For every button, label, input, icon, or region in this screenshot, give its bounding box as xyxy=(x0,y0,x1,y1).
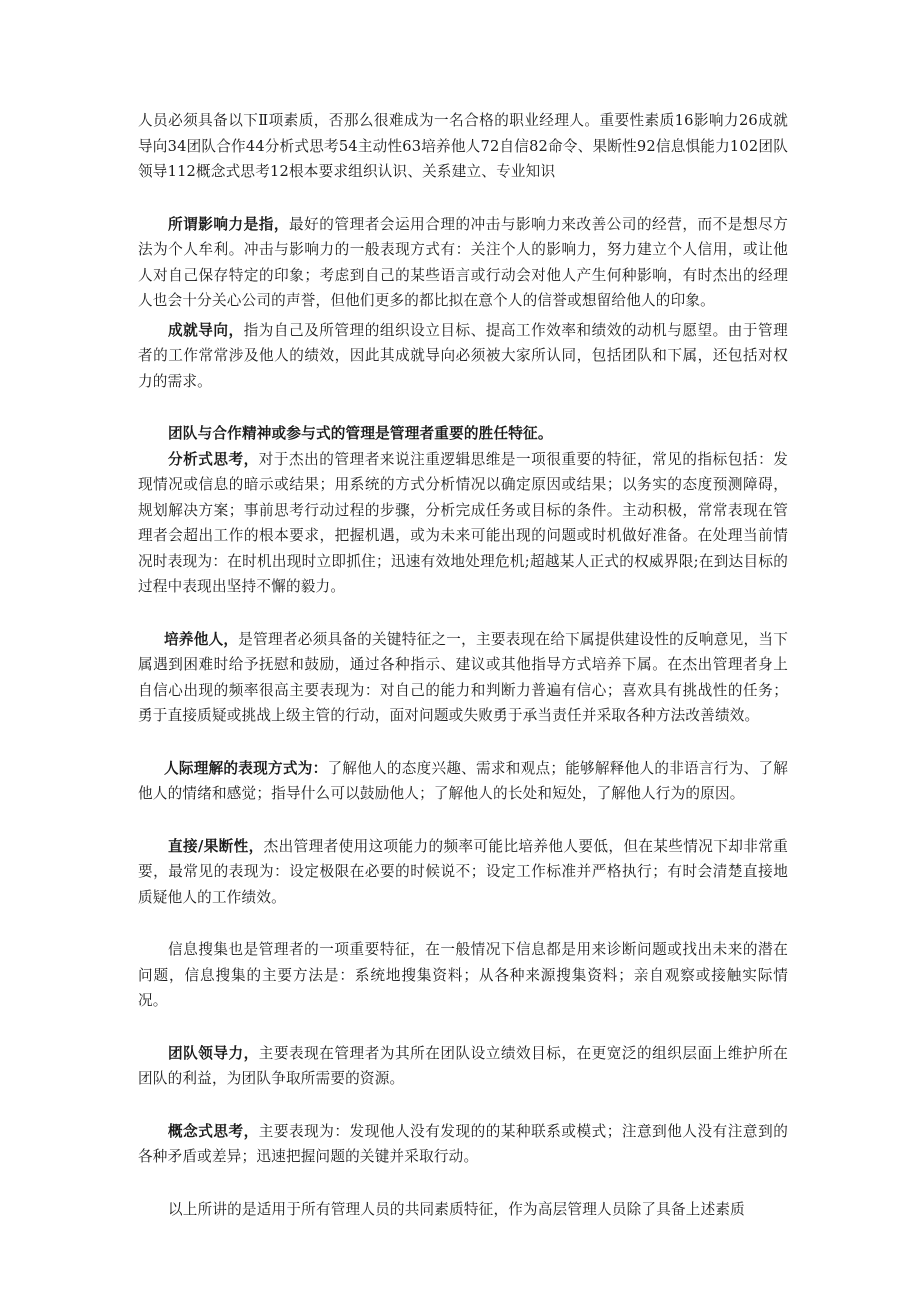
influence-text: 最好的管理者会运用合理的冲击与影响力来改善公司的经营，而不是想尽方法为个人牟利。冲击与影响力的一般表现方式有：关注个人的影响力，努力建立个人信用，或让他人对自己保存特定的印象；考虑到自己的某些语言或行动会对他人产生何种影响，有时杰出的经理人也会十分关心公司的声誉，但他们更多的都比拟在意个人的信誉或想留给他人的印象。 xyxy=(138,215,788,309)
directness-paragraph xyxy=(138,834,788,911)
document-page xyxy=(138,108,788,1222)
achievement-paragraph xyxy=(138,318,788,395)
interpersonal-heading: 人际理解的表现方式为： xyxy=(164,759,328,777)
team-leadership-text: 主要表现在管理者为其所在团队设立绩效目标，在更宽泛的组织层面上维护所在团队的利益，为团队争取所需要的资源。 xyxy=(138,1044,788,1087)
teamwork-paragraph xyxy=(138,421,788,447)
conceptual-heading: 概念式思考， xyxy=(168,1122,259,1140)
directness-text: 杰出管理者使用这项能力的频率可能比培养他人要低，但在某些情况下却非常重要，最常见的表现为：设定极限在必要的时候说不；设定工作标准并严格执行；有时会清楚直接地质疑他人的工作绩效。 xyxy=(138,837,788,906)
develop-others-heading: 培养他人， xyxy=(164,630,239,648)
interpersonal-paragraph xyxy=(138,756,788,807)
conceptual-paragraph xyxy=(138,1119,788,1170)
teamwork-heading: 团队与合作精神或参与式的管理是管理者重要的胜任特征。 xyxy=(168,425,553,442)
team-leadership-heading: 团队领导力， xyxy=(168,1044,259,1062)
analytical-heading: 分析式思考， xyxy=(168,450,259,468)
team-leadership-paragraph xyxy=(138,1041,788,1092)
develop-others-text: 是管理者必须具备的关键特征之一，主要表现在给下属提供建设性的反响意见，当下属遇到困难时给予抚慰和鼓励，通过各种指示、建议或其他指导方式培养下属。在杰出管理者身上自信心出现的频率很高主要表现为：对自己的能力和判断力普遍有信心；喜欢具有挑战性的任务；勇于直接质疑或挑战上级主管的行动，面对问题或失败勇于承当责任并采取各种方法改善绩效。 xyxy=(138,630,788,724)
summary-paragraph xyxy=(138,1197,788,1223)
influence-paragraph xyxy=(138,212,788,314)
conceptual-text: 主要表现为：发现他人没有发现的的某种联系或模式；注意到他人没有注意到的各种矛盾或差异；迅速把握问题的关键并采取行动。 xyxy=(138,1122,788,1165)
analytical-paragraph xyxy=(138,447,788,600)
directness-heading: 直接/果断性， xyxy=(168,837,264,855)
influence-heading: 所谓影响力是指， xyxy=(168,215,290,233)
summary-text: 以上所讲的是适用于所有管理人员的共同素质特征，作为高层管理人员除了具备上述素质 xyxy=(168,1200,745,1218)
achievement-text: 指为自己及所管理的组织设立目标、提高工作效率和绩效的动机与愿望。由于管理者的工作常常涉及他人的绩效，因此其成就导向必须被大家所认同，包括团队和下属，还包括对权力的需求。 xyxy=(138,321,788,390)
analytical-text: 对于杰出的管理者来说注重逻辑思维是一项很重要的特征，常见的指标包括：发现情况或信息的暗示或结果；用系统的方式分析情况以确定原因或结果；以务实的态度预测障碍，规划解决方案；事前思考行动过程的步骤，分析完成任务或目标的条件。主动积极，常常表现在管理者会超出工作的根本要求，把握机遇，或为未来可能出现的问题或时机做好准备。在处理当前情况时表现为：在时机出现时立即抓住；迅速有效地处理危机;超越某人正式的权威界限;在到达目标的过程中表现出坚持不懈的毅力。 xyxy=(138,450,788,595)
intro-text: 人员必须具备以下Ⅱ项素质，否那么很难成为一名合格的职业经理人。重要性素质16影响力26成就导向34团队合作44分析式思考54主动性63培养他人72自信82命令、果断性92信息惧能力102团队领导112概念式思考12根本要求组织认识、关系建立、专业知识 xyxy=(138,112,788,180)
achievement-heading: 成就导向， xyxy=(168,321,244,339)
intro-paragraph xyxy=(138,108,788,185)
info-seeking-text: 信息搜集也是管理者的一项重要特征，在一般情况下信息都是用来诊断问题或找出未来的潜在问题，信息搜集的主要方法是：系统地搜集资料；从各种来源搜集资料；亲自观察或接触实际情况。 xyxy=(138,941,788,1009)
interpersonal-text: 了解他人的态度兴趣、需求和观点；能够解释他人的非语言行为、了解他人的情绪和感觉；指导什么可以鼓励他人；了解他人的长处和短处，了解他人行为的原因。 xyxy=(138,759,789,802)
info-seeking-paragraph xyxy=(138,937,788,1014)
develop-others-paragraph xyxy=(138,627,788,729)
